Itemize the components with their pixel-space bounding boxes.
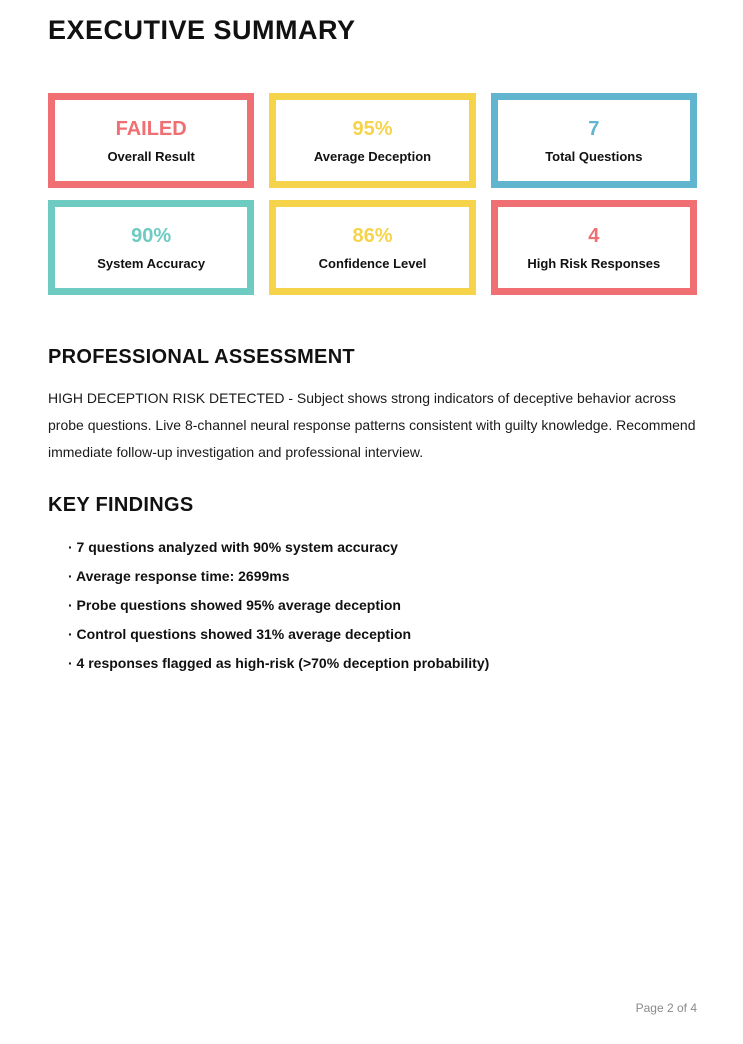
stat-card-value: 95% <box>352 117 393 140</box>
stat-card-label: Average Deception <box>313 148 432 164</box>
key-finding-item: · 7 questions analyzed with 90% system accuracy <box>68 539 398 555</box>
stat-card-value: FAILED <box>115 117 187 140</box>
stat-card <box>269 93 475 188</box>
assessment-section <box>48 345 697 466</box>
key-findings-section <box>48 493 697 672</box>
stat-card <box>48 200 254 295</box>
assessment-heading: PROFESSIONAL ASSESSMENT <box>48 346 355 368</box>
page-number: Page 2 of 4 <box>635 1001 697 1015</box>
stat-card-value: 86% <box>352 224 393 247</box>
stat-cards-grid <box>48 93 697 295</box>
stat-card-label: Overall Result <box>107 148 195 164</box>
stat-card <box>48 93 254 188</box>
stat-card-label: High Risk Responses <box>527 255 661 271</box>
stat-card-value: 4 <box>588 224 600 247</box>
page-title: EXECUTIVE SUMMARY <box>48 15 356 45</box>
stat-card <box>269 200 475 295</box>
stat-card-label: Confidence Level <box>318 255 427 271</box>
stat-card-label: System Accuracy <box>97 255 206 271</box>
key-finding-item: · Average response time: 2699ms <box>68 568 290 584</box>
key-findings-list <box>48 539 697 672</box>
key-findings-heading: KEY FINDINGS <box>48 494 194 516</box>
assessment-body-text: HIGH DECEPTION RISK DETECTED - Subject shows strong indicators of deceptive behavior across probe questions. Live 8-channel neural response patterns consistent with guilty knowledge. Recommend immediate follow-up investigation and professional interview. <box>48 390 696 460</box>
stat-card <box>491 93 697 188</box>
stat-card <box>491 200 697 295</box>
stat-card-label: Total Questions <box>545 148 643 164</box>
key-finding-item: · 4 responses flagged as high-risk (>70% deception probability) <box>68 655 490 671</box>
stat-card-value: 7 <box>588 117 600 140</box>
key-finding-item: · Probe questions showed 95% average deception <box>68 597 401 613</box>
stat-card-value: 90% <box>131 224 172 247</box>
key-finding-item: · Control questions showed 31% average deception <box>68 626 412 642</box>
